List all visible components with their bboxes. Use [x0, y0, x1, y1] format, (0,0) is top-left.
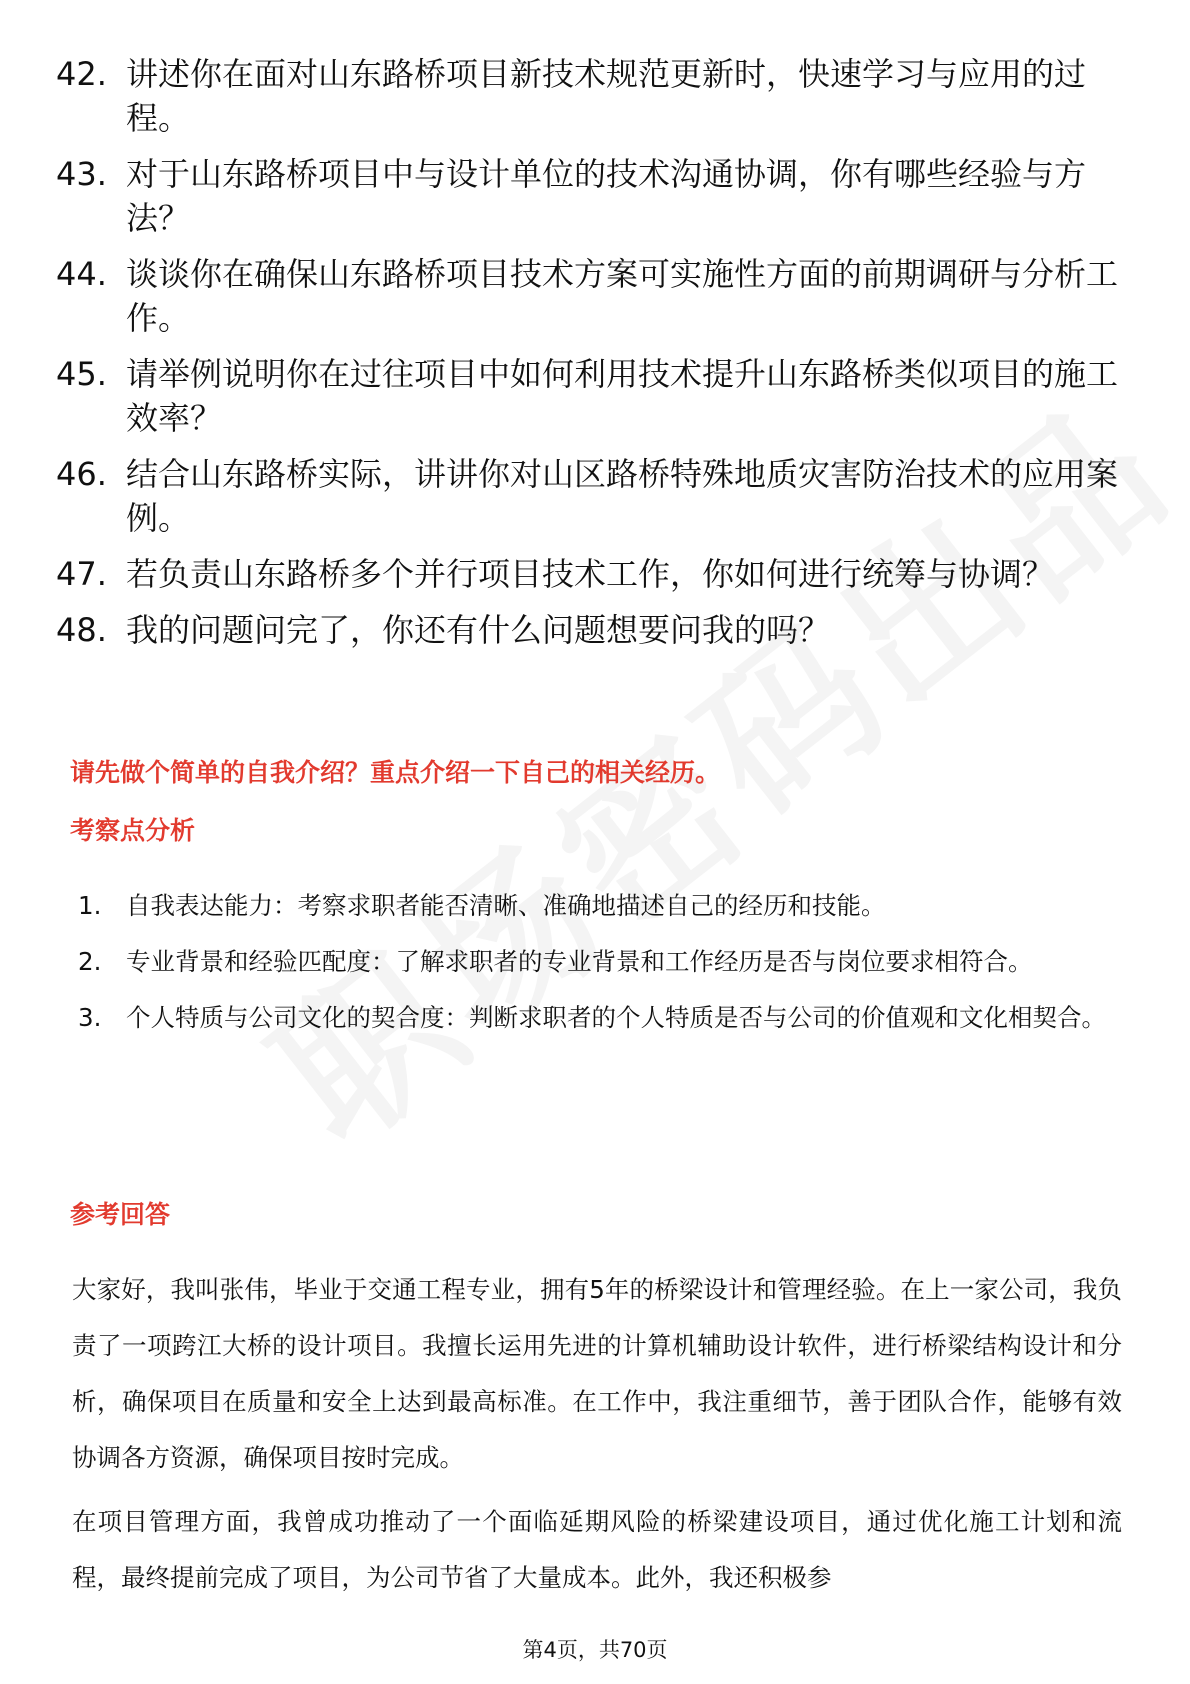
analysis-text: 专业背景和经验匹配度：了解求职者的专业背景和工作经历是否与岗位要求相符合。 [126, 947, 1033, 976]
question-number: 45. [56, 355, 107, 393]
answer-heading: 参考回答 [70, 1200, 171, 1229]
question-text: 我的问题问完了，你还有什么问题想要问我的吗？ [126, 611, 831, 649]
question-item [56, 608, 1131, 652]
question-item [56, 552, 1131, 596]
analysis-text: 个人特质与公司文化的契合度：判断求职者的个人特质是否与公司的价值观和文化相契合。 [126, 1003, 1106, 1032]
analysis-item [78, 990, 1118, 1046]
page-footer: 第4页，共70页 [522, 1638, 668, 1662]
question-text: 讲述你在面对山东路桥项目新技术规范更新时，快速学习与应用的过程。 [126, 55, 1087, 137]
question-text: 若负责山东路桥多个并行项目技术工作，你如何进行统筹与协调？ [126, 555, 1055, 593]
answer-paragraph: 在项目管理方面，我曾成功推动了一个面临延期风险的桥梁建设项目，通过优化施工计划和流程，最终提前完成了项目，为公司节省了大量成本。此外，我还积极参 [72, 1507, 1122, 1592]
question-text: 请举例说明你在过往项目中如何利用技术提升山东路桥类似项目的施工效率？ [126, 355, 1119, 437]
question-number: 42. [56, 55, 107, 93]
intro-question-heading: 请先做个简单的自我介绍？重点介绍一下自己的相关经历。 [70, 758, 721, 787]
question-number: 47. [56, 555, 107, 593]
analysis-number: 2. [78, 947, 102, 976]
question-text: 对于山东路桥项目中与设计单位的技术沟通协调，你有哪些经验与方法？ [126, 155, 1087, 237]
question-item [56, 252, 1131, 340]
question-text: 结合山东路桥实际，讲讲你对山区路桥特殊地质灾害防治技术的应用案例。 [126, 455, 1119, 537]
question-item [56, 452, 1131, 540]
analysis-item [78, 934, 1118, 990]
question-number: 44. [56, 255, 107, 293]
question-item [56, 352, 1131, 440]
question-item [56, 52, 1131, 140]
analysis-number: 3. [78, 1003, 102, 1032]
question-list [56, 52, 1131, 664]
question-number: 46. [56, 455, 107, 493]
analysis-text: 自我表达能力：考察求职者能否清晰、准确地描述自己的经历和技能。 [126, 891, 886, 920]
analysis-item [78, 878, 1118, 934]
question-number: 48. [56, 611, 107, 649]
answer-paragraph: 大家好，我叫张伟，毕业于交通工程专业，拥有5年的桥梁设计和管理经验。在上一家公司，我负责了一项跨江大桥的设计项目。我擅长运用先进的计算机辅助设计软件，进行桥梁结构设计和分析，确保项目在质量和安全上达到最高标准。在工作中，我注重细节，善于团队合作，能够有效协调各方资源，确保项目按时完成。 [72, 1275, 1122, 1472]
question-number: 43. [56, 155, 107, 193]
question-item [56, 152, 1131, 240]
analysis-heading: 考察点分析 [70, 816, 196, 845]
question-text: 谈谈你在确保山东路桥项目技术方案可实施性方面的前期调研与分析工作。 [126, 255, 1119, 337]
analysis-list [78, 878, 1118, 1046]
analysis-number: 1. [78, 891, 102, 920]
